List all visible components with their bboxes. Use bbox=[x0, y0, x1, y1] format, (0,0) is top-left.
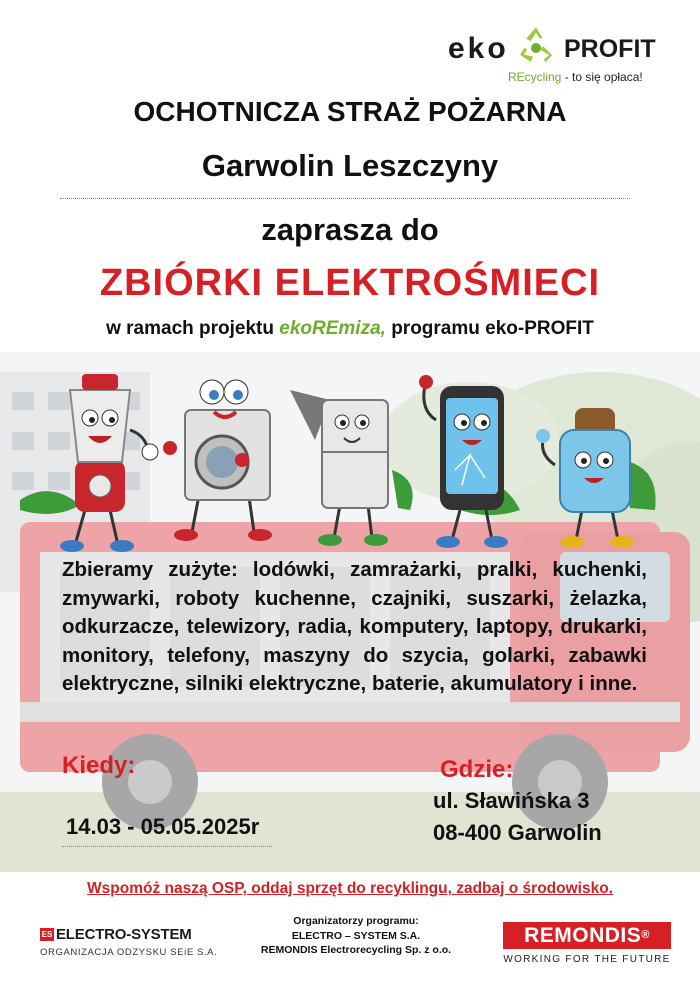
remondis-name: REMONDIS bbox=[524, 924, 642, 947]
logo-eko-word: eko bbox=[448, 32, 509, 65]
toaster-mascot bbox=[536, 408, 656, 548]
project-prefix: w ramach projektu bbox=[106, 318, 280, 339]
blender-mascot bbox=[20, 374, 158, 552]
organizers-title: Organizatorzy programu: bbox=[293, 915, 419, 927]
organization-title: OCHOTNICZA STRAŻ POŻARNA bbox=[133, 96, 567, 127]
tagline-recycling: REcycling bbox=[508, 70, 562, 84]
remondis-logo bbox=[503, 922, 673, 974]
invite-heading: zaprasza do bbox=[261, 212, 439, 247]
tagline-rest: - to się opłaca! bbox=[561, 70, 643, 84]
fridge-mascot bbox=[290, 390, 413, 546]
eko-profit-logo bbox=[440, 22, 680, 92]
date-underline bbox=[62, 846, 272, 847]
event-title: ZBIÓRKI ELEKTROŚMIECI bbox=[99, 262, 601, 304]
logo-tagline bbox=[508, 70, 643, 84]
project-suffix: programu eko-PROFIT bbox=[385, 318, 594, 339]
organizer-remondis: REMONDIS Electrorecycling Sp. z o.o. bbox=[260, 944, 452, 956]
address-street: ul. Sławińska 3 bbox=[433, 788, 590, 813]
organizer-electro-system: ELECTRO – SYSTEM S.A. bbox=[291, 929, 421, 942]
washing-machine-mascot bbox=[163, 380, 272, 541]
organizers-block bbox=[222, 914, 490, 958]
electro-system-badge-icon: ES bbox=[41, 930, 53, 939]
divider bbox=[60, 198, 630, 199]
project-name: ekoREmiza, bbox=[279, 318, 386, 339]
address-city: 08-400 Garwolin bbox=[433, 820, 602, 845]
recycle-icon bbox=[513, 22, 559, 68]
location-title: Garwolin Leszczyny bbox=[201, 148, 499, 183]
registered-mark: ® bbox=[641, 929, 650, 941]
logo-profit-word: PROFIT bbox=[564, 35, 656, 63]
electro-system-name: ELECTRO-SYSTEM bbox=[56, 926, 192, 943]
electro-system-subtitle: ORGANIZACJA ODZYSKU SEiE S.A. bbox=[40, 947, 218, 958]
electro-system-logo bbox=[40, 926, 220, 966]
remondis-wordmark bbox=[503, 922, 671, 949]
slogan: Wspomóż naszą OSP, oddaj sprzęt do recyklingu, zadbaj o środowisko. bbox=[87, 880, 613, 897]
smartphone-mascot bbox=[419, 375, 520, 548]
appliance-mascots bbox=[0, 360, 700, 560]
when-label: Kiedy: bbox=[62, 752, 136, 779]
collected-items-text: Zbieramy zużyte: lodówki, zamrażarki, pralki, kuchenki, zmywarki, roboty kuchenne, czajniki, suszarki, żelazka, odkurzacze, telewizory, radia, komputery, laptopy, drukarki, monitory, telefony, maszyny do szycia, golarki, zabawki elektryczne, silniki elektryczne, baterie, akumulatory i inne. bbox=[62, 558, 647, 695]
where-label: Gdzie: bbox=[440, 756, 514, 783]
project-line bbox=[0, 318, 700, 340]
remondis-tagline: WORKING FOR THE FUTURE bbox=[503, 954, 671, 965]
event-date: 14.03 - 05.05.2025r bbox=[66, 814, 260, 839]
